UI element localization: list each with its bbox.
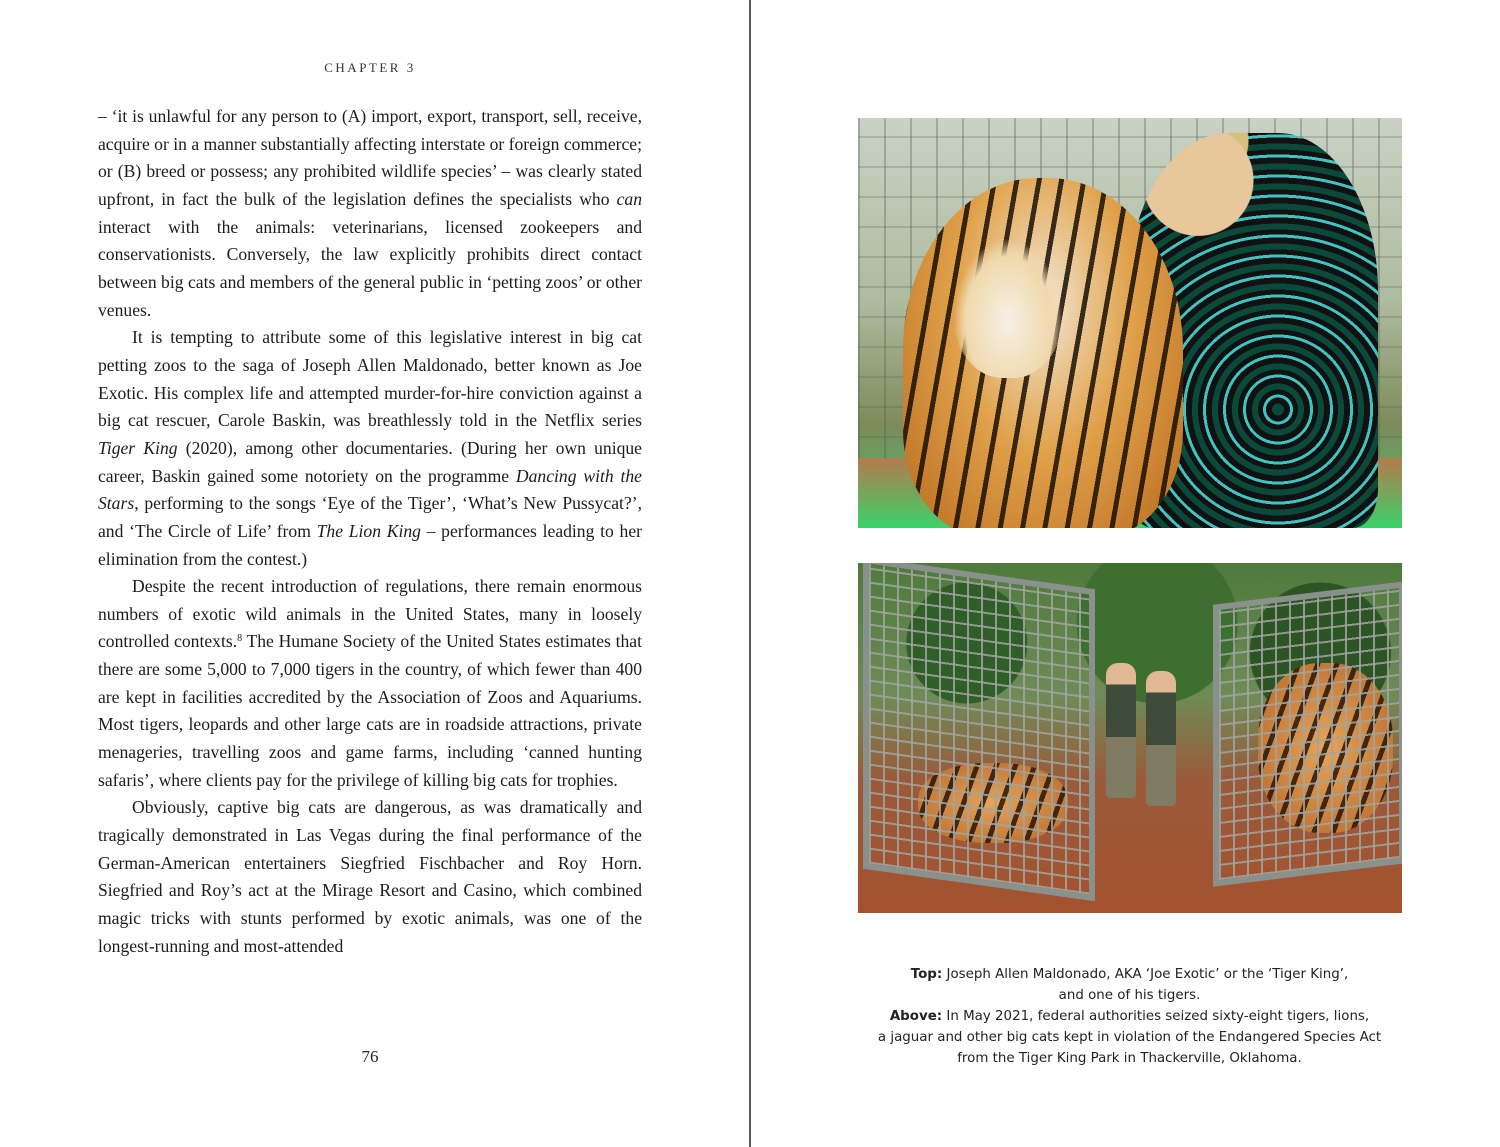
paragraph-2: It is tempting to attribute some of this legislative interest in big cat petting zoos to the saga of Joseph Allen Maldonado, better known as Joe Exotic. His complex life and attempted murder-for-hire conviction against a big cat rescuer, Carole Baskin, was breathlessly told in the Netflix series Tiger King (2020), among other documentaries. (During her own unique career, Baskin gained some notoriety on the programme Dancing with the Stars, performing to the songs ‘Eye of the Tiger’, ‘What’s New Pussycat?’, and ‘The Circle of Life’ from The Lion King – performances leading to her elimination from the contest.)	[98, 327, 642, 569]
caption-above-text-2: a jaguar and other big cats kept in violation of the Endangered Species Act	[877, 1030, 1382, 1045]
photo-joe-exotic-with-tiger	[858, 118, 1402, 528]
caption-above-text-3: from the Tiger King Park in Thackerville, Oklahoma.	[957, 1051, 1302, 1066]
paragraph-4: Obviously, captive big cats are dangerous, as was dramatically and tragically demonstrated in Las Vegas during the final performance of the German-American entertainers Siegfried Fischbacher and Roy Horn. Siegfried and Roy’s act at the Mirage Resort and Casino, which combined magic tricks with stunts performed by exotic animals, was one of the longest-running and most-attended	[98, 797, 642, 956]
photo-cage-left	[863, 563, 1095, 901]
caption-above-label: Above:	[889, 1009, 943, 1024]
right-page	[751, 0, 1500, 1147]
photo-tiger-face	[953, 238, 1063, 378]
caption-top-text-1: Joseph Allen Maldonado, AKA ‘Joe Exotic’ or the ‘Tiger King’,	[946, 967, 1349, 982]
photo-agent-2	[1146, 671, 1176, 806]
caption-line-3	[751, 1006, 1500, 1027]
caption-line-1	[751, 964, 1500, 985]
caption-top-text-2: and one of his tigers.	[1058, 988, 1201, 1003]
caption-top-label: Top:	[910, 967, 943, 982]
left-page	[0, 0, 749, 1147]
caption-above-text-1: In May 2021, federal authorities seized sixty-eight tigers, lions,	[946, 1009, 1370, 1024]
photo-agent-1	[1106, 663, 1136, 798]
page-number: 76	[361, 1047, 379, 1066]
photo-seized-tigers-in-cages	[858, 563, 1402, 913]
running-head: CHAPTER 3	[324, 60, 416, 75]
paragraph-1: – ‘it is unlawful for any person to (A) import, export, transport, sell, receive, acquire or in a manner substantially affecting interstate or foreign commerce; or (B) breed or possess; any prohibited wildlife species’ – was clearly stated upfront, in fact the bulk of the legislation defines the specialists who can interact with the animals: veterinarians, licensed zookeepers and conservationists. Conversely, the law explicitly prohibits direct contact between big cats and members of the general public in ‘petting zoos’ or other venues.	[98, 106, 642, 320]
body-text	[98, 103, 642, 960]
paragraph-3: Despite the recent introduction of regulations, there remain enormous numbers of exotic wild animals in the United States, many in loosely controlled contexts.$^8$ The Humane Society of the United States estimates that there are some 5,000 to 7,000 tigers in the country, of which fewer than 400 are kept in facilities accredited by the Association of Zoos and Aquariums. Most tigers, leopards and other large cats are in roadside attractions, private menageries, travelling zoos and game farms, including ‘canned hunting safaris’, where clients pay for the privilege of killing big cats for trophies.	[98, 576, 642, 790]
photo-caption	[751, 964, 1500, 1069]
photo-cage-right	[1213, 581, 1402, 887]
